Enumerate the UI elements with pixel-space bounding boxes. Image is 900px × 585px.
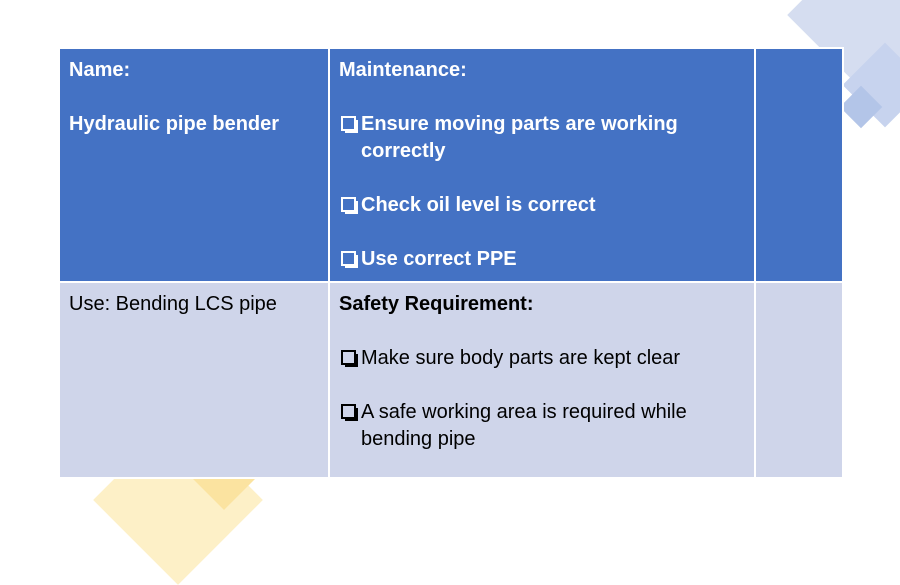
safety-cell xyxy=(329,282,755,478)
maintenance-item-text: Ensure moving parts are working correctly xyxy=(361,113,678,162)
checkbox-icon xyxy=(341,251,356,266)
maintenance-item-text: Use correct PPE xyxy=(361,248,517,270)
use-text: Use: Bending LCS pipe xyxy=(69,293,277,315)
equipment-table xyxy=(58,47,844,479)
maintenance-cell xyxy=(329,48,755,282)
use-cell xyxy=(59,282,329,478)
checkbox-icon xyxy=(341,404,356,419)
maintenance-heading: Maintenance: xyxy=(339,59,467,81)
safety-item xyxy=(339,345,745,372)
empty-cell-bottom xyxy=(755,282,843,478)
table-row-header xyxy=(59,48,843,282)
safety-item-text: Make sure body parts are kept clear xyxy=(361,347,681,369)
maintenance-item-text: Check oil level is correct xyxy=(361,194,596,216)
maintenance-item xyxy=(339,192,745,219)
checkbox-icon xyxy=(341,197,356,212)
table-row-body xyxy=(59,282,843,478)
name-label: Name: xyxy=(69,59,131,81)
checkbox-icon xyxy=(341,350,356,365)
empty-cell-top xyxy=(755,48,843,282)
maintenance-item xyxy=(339,111,745,165)
name-value: Hydraulic pipe bender xyxy=(69,113,280,135)
checkbox-icon xyxy=(341,116,356,131)
safety-item xyxy=(339,399,745,453)
maintenance-item xyxy=(339,246,745,273)
name-cell xyxy=(59,48,329,282)
safety-heading: Safety Requirement: xyxy=(339,293,534,315)
safety-item-text: A safe working area is required while bending pipe xyxy=(361,401,687,450)
